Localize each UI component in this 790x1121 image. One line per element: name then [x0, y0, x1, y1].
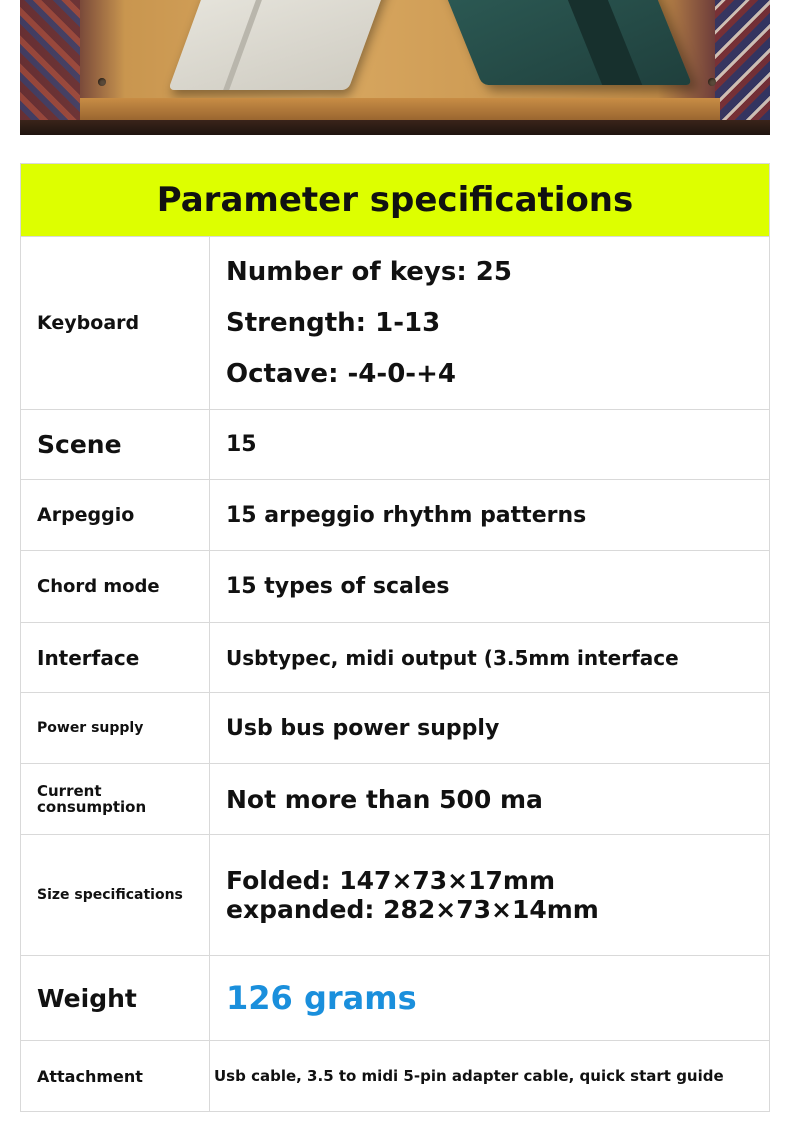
label-chord: Chord mode [21, 551, 210, 623]
value-arpeggio: 15 arpeggio rhythm patterns [210, 480, 770, 551]
screw [98, 78, 106, 86]
row-scene [21, 410, 770, 480]
value-interface: Usbtypec, midi output (3.5mm interface [210, 623, 770, 693]
row-current [21, 764, 770, 835]
wooden-shelf-edge [80, 98, 720, 120]
keyboard-strength: Strength: 1-13 [226, 307, 441, 338]
value-power: Usb bus power supply [210, 693, 770, 764]
product-photo [20, 0, 770, 135]
size-expanded: expanded: 282×73×14mm [226, 895, 599, 924]
spec-table [20, 163, 770, 1112]
row-power [21, 693, 770, 764]
value-scene: 15 [210, 410, 770, 480]
size-folded: Folded: 147×73×17mm [226, 866, 556, 895]
rug-right [715, 0, 770, 120]
label-arpeggio: Arpeggio [21, 480, 210, 551]
value-chord: 15 types of scales [210, 551, 770, 623]
label-size: Size specifications [21, 835, 210, 956]
keyboard-keys: Number of keys: 25 [226, 256, 512, 287]
shelf-shadow [20, 120, 770, 135]
row-weight [21, 956, 770, 1041]
label-scene: Scene [21, 410, 210, 480]
row-keyboard [21, 237, 770, 410]
label-current-line2: consumption [37, 798, 147, 816]
value-size [210, 835, 770, 956]
label-attachment: Attachment [21, 1041, 210, 1112]
keyboard-octave: Octave: -4-0-+4 [226, 358, 456, 389]
value-weight: 126 grams [210, 956, 770, 1041]
label-current-line1: Current [37, 782, 102, 800]
white-device [168, 0, 392, 90]
green-device [438, 0, 692, 85]
row-arpeggio [21, 480, 770, 551]
row-attachment [21, 1041, 770, 1112]
spec-title: Parameter specifications [21, 164, 770, 237]
row-chord [21, 551, 770, 623]
rug-left [20, 0, 80, 120]
value-attachment: Usb cable, 3.5 to midi 5-pin adapter cable, quick start guide [210, 1041, 770, 1112]
row-interface [21, 623, 770, 693]
row-size [21, 835, 770, 956]
label-weight: Weight [21, 956, 210, 1041]
label-current [21, 764, 210, 835]
table-header-row [21, 164, 770, 237]
label-power: Power supply [21, 693, 210, 764]
value-current: Not more than 500 ma [210, 764, 770, 835]
label-keyboard: Keyboard [21, 237, 210, 410]
value-keyboard [210, 237, 770, 410]
screw [708, 78, 716, 86]
label-interface: Interface [21, 623, 210, 693]
